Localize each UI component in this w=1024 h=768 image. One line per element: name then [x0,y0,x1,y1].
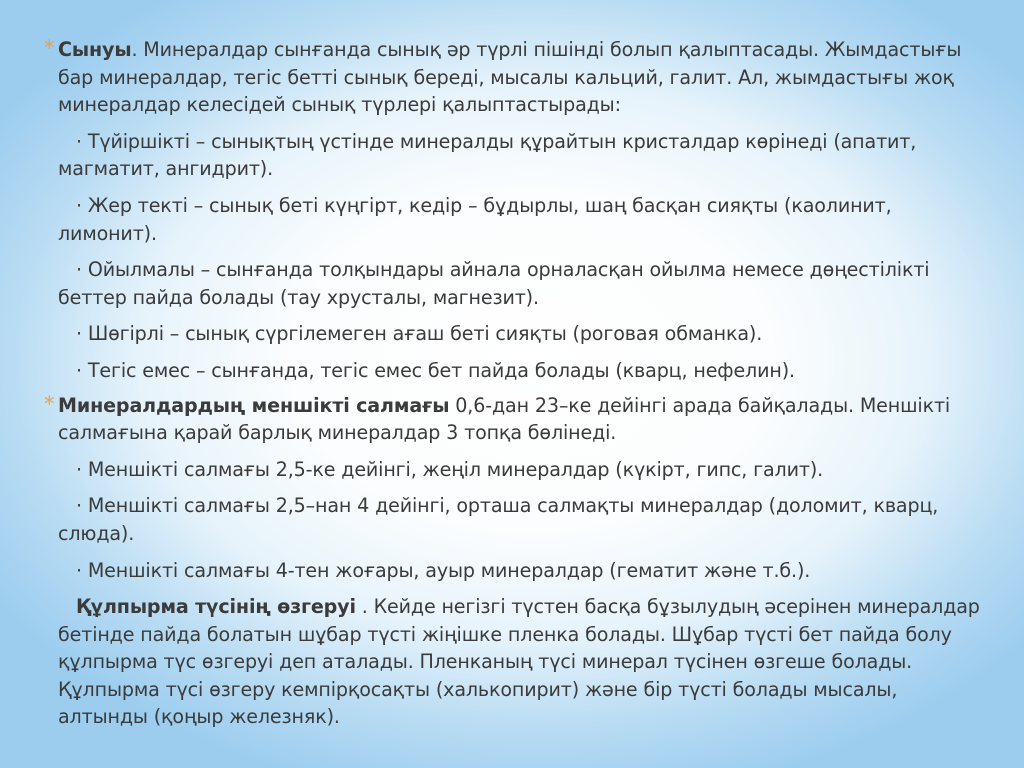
bullet-asterisk-icon: * [44,36,55,60]
list-item: · Меншікті салмағы 2,5-ке дейінгі, жеңіл минералдар (күкірт, гипс, галит). [76,457,824,481]
term-specific-weight: Минералдардың меншікті салмағы [58,393,450,417]
list-item: · Шөгірлі – сынық сүргілемеген ағаш беті сияқты (роговая обманка). [76,322,763,346]
term-iridescence: Құлпырма түсінің өзгеруі [76,595,356,619]
paragraph-iridescence [58,593,988,731]
text-fracture: . Минералдар сынғанда сынық әр түрлі пішінді болып қалыптасады. Жымдастығы бар минералдар, тегіс бетті сынық береді, мысалы кальций, галит. Ал, жымдастығы жоқ минералдар келесідей сынық түрлері қалыптастырады: [58,38,962,117]
term-fracture: Сынуы [58,38,132,61]
list-item: · Жер текті – сынық беті күңгірт, кедір – бұдырлы, шаң басқан сияқты (каолинит, лимонит). [58,193,892,245]
paragraph-fracture [44,36,988,119]
list-item: · Ойылмалы – сынғанда толқындары айнала орналасқан ойылма немесе дөңестілікті беттер пайда болады (тау хрусталы, магнезит). [58,258,930,309]
paragraph-specific-weight [44,391,988,447]
text-iridescence: . Кейде негізгі түстен басқа бұзылудың әсерінен минералдар бетінде пайда болатын шұбар түсті жіңішке пленка болады. Шұбар түсті бет пайда болу құлпырма түс өзгеруі деп аталады. Пленканың түсі минерал түсінен өзгеше болады. Құлпырма түсі өзгеру кемпірқосақты (халькопирит) және бір түсті болады мысалы, алтынды (қоңыр железняк). [58,595,980,729]
list-item: · Тегіс емес – сынғанда, тегіс емес бет пайда болады (кварц, нефелин). [76,358,795,382]
list-item: · Меншікті салмағы 2,5–нан 4 дейінгі, орташа салмақты минералдар (доломит, кварц, слюда). [58,494,939,545]
bullet-asterisk-icon: * [44,391,55,416]
text-specific-weight: 0,6-дан 23–ке дейінгі арада байқалады. Меншікті салмағына қарай барлық минералдар 3 топқа бөлінеді. [58,393,951,445]
list-item: · Меншікті салмағы 4-тен жоғары, ауыр минералдар (гематит және т.б.). [76,558,811,582]
list-item: · Түйіршікті – сынықтың үстінде минералды құрайтын кристалдар көрінеді (апатит, магматит, ангидрит). [58,129,917,181]
slide-content [44,36,988,731]
